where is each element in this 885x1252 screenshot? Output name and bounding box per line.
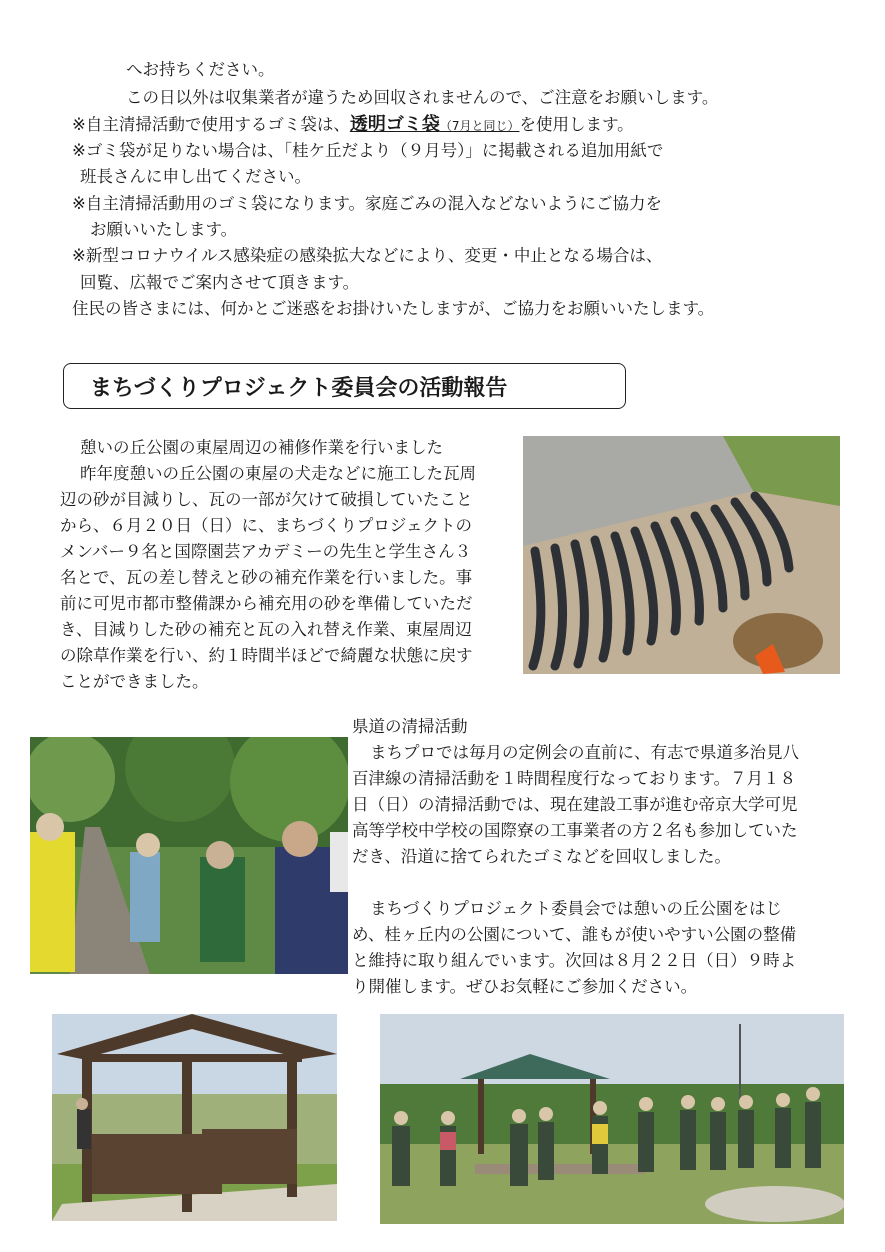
closing-line-1: まちづくりプロジェクト委員会では憩いの丘公園をはじ: [370, 899, 783, 918]
park-repair-line-5: 名とで、瓦の差し替えと砂の補充作業を行いました。事: [60, 568, 473, 587]
notice-line-5: 班長さんに申し出てください。: [80, 167, 311, 186]
park-repair-line-6: 前に可児市都市整備課から補充用の砂を準備していただ: [60, 594, 473, 613]
road-cleaning-text: [352, 714, 847, 1000]
section-title: まちづくりプロジェクト委員会の活動報告: [63, 363, 626, 409]
park-repair-line-4: メンバー９名と国際園芸アカデミーの先生と学生さん３: [60, 542, 472, 561]
notice-line-1: へお持ちください。: [126, 60, 275, 79]
group-photo: [380, 1014, 844, 1224]
road-cleaning-photo: [30, 737, 348, 974]
park-repair-line-2: 辺の砂が目減りし、瓦の一部が欠けて破損していたこと: [60, 490, 473, 509]
clear-bag-label: 透明ゴミ袋: [349, 114, 440, 135]
notice-line-6: ※自主清掃活動用のゴミ袋になります。家庭ごみの混入などないようにご協力を: [72, 194, 663, 213]
road-cleaning-line-5: だき、沿道に捨てられたゴミなどを回収しました。: [352, 847, 731, 866]
park-repair-heading: 憩いの丘公園の東屋周辺の補修作業を行いました: [80, 438, 443, 457]
notice-line-3: [72, 114, 634, 137]
park-repair-line-1: 昨年度憩いの丘公園の東屋の犬走などに施工した瓦周: [80, 464, 476, 483]
clear-bag-note: （7月と同じ）: [439, 119, 520, 133]
road-cleaning-line-1: まちプロでは毎月の定例会の直前に、有志で県道多治見八: [370, 743, 799, 762]
closing-line-2: め、桂ヶ丘内の公園について、誰もが使いやすい公園の整備: [352, 925, 797, 944]
closing-line-4: り開催します。ぜひお気軽にご参加ください。: [352, 977, 698, 996]
road-cleaning-line-4: 高等学校中学校の国際寮の工事業者の方２名も参加していた: [352, 821, 798, 840]
notice-line-3-post: を使用します。: [519, 115, 634, 134]
notice-line-4: ※ゴミ袋が足りない場合は、「桂ケ丘だより（９月号）」に掲載される追加用紙で: [72, 141, 664, 160]
park-repair-line-7: き、目減りした砂の補充と瓦の入れ替え作業、東屋周辺: [60, 620, 472, 639]
tile-repair-photo: [523, 436, 840, 674]
notice-line-9: 回覧、広報でご案内させて頂きます。: [80, 273, 360, 292]
park-repair-line-3: から、６月２０日（日）に、まちづくりプロジェクトの: [60, 516, 473, 535]
road-cleaning-line-2: 百津線の清掃活動を１時間程度行なっております。７月１８: [352, 769, 797, 788]
road-cleaning-line-3: 日（日）の清掃活動では、現在建設工事が進む帝京大学可児: [352, 795, 798, 814]
notice-line-7: お願いいたします。: [90, 220, 238, 239]
road-cleaning-heading: 県道の清掃活動: [352, 717, 468, 736]
gazebo-photo: [52, 1014, 337, 1221]
notice-line-8: ※新型コロナウイルス感染症の感染拡大などにより、変更・中止となる場合は、: [72, 246, 663, 265]
park-repair-line-9: ことができました。: [60, 672, 209, 691]
park-repair-line-8: の除草作業を行い、約１時間半ほどで綺麗な状態に戻す: [60, 646, 473, 665]
park-repair-text: [60, 435, 515, 695]
notice-line-2: この日以外は収集業者が違うため回収されませんので、ご注意をお願いします。: [126, 88, 719, 107]
notice-line-10: 住民の皆さまには、何かとご迷惑をお掛けいたしますが、ご協力をお願いいたします。: [72, 299, 715, 318]
closing-line-3: と維持に取り組んでいます。次回は８月２２日（日）９時よ: [352, 951, 797, 970]
notice-line-3-pre: ※自主清掃活動で使用するゴミ袋は、: [72, 115, 350, 134]
